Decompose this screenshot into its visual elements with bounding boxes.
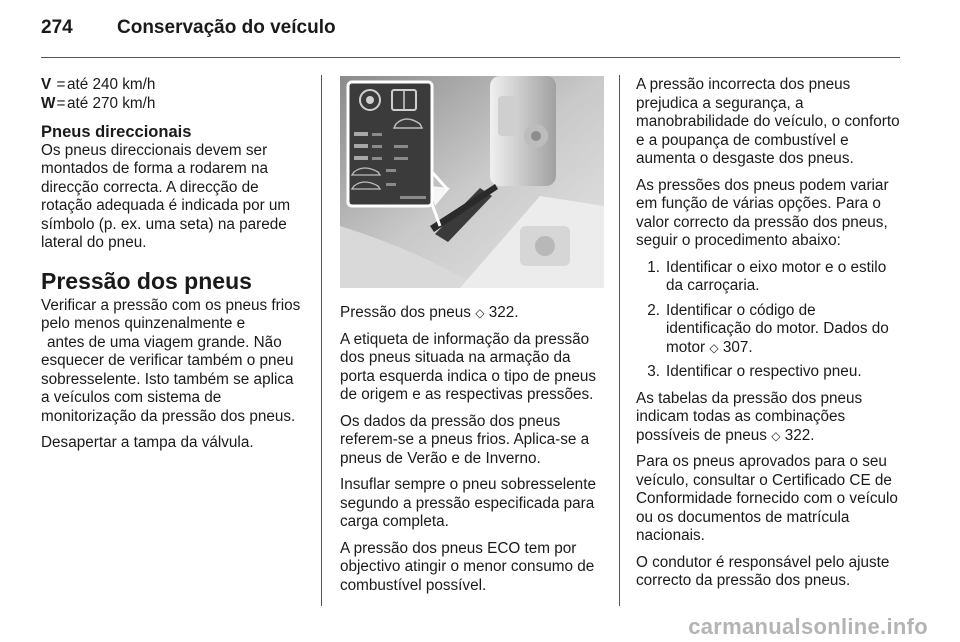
page-number: 274 <box>41 17 73 38</box>
procedure-steps <box>636 259 902 382</box>
page-reference-icon: ◇ <box>771 428 781 443</box>
tyre-label-photo <box>340 76 604 288</box>
chapter-title: Conservação do veículo <box>117 17 336 38</box>
pressure-tables-page-ref[interactable]: 322. <box>784 426 815 444</box>
step-number: 3. <box>647 363 660 380</box>
column-divider-2 <box>619 75 620 606</box>
pressure-reference-page[interactable]: 322. <box>488 304 519 321</box>
driver-responsibility-text: O condutor é responsável pelo ajuste correcto da pressão dos pneus. <box>636 553 890 589</box>
pressure-reference <box>340 304 604 323</box>
speed-value: até 240 km/h <box>67 76 156 93</box>
page-reference-icon: ◇ <box>475 306 485 320</box>
pressure-tables-body: As tabelas da pressão dos pneus indicam todas as combinações possíveis de pneus <box>636 389 863 444</box>
step-text-with-ref <box>666 302 902 358</box>
column-1 <box>41 76 306 461</box>
column-3 <box>636 76 902 599</box>
step-text: Identificar o código de identificação do motor. Dados do motor <box>666 301 889 356</box>
step-text: Identificar o respectivo pneu. <box>666 363 862 380</box>
step-number: 2. <box>647 301 660 319</box>
speed-rating-row <box>41 76 306 95</box>
column-2 <box>340 76 604 603</box>
page-header <box>41 17 336 49</box>
valve-cap-text: Desapertar a tampa da válvula. <box>41 434 254 451</box>
directional-tyres-text: Os pneus direccionais devem ser montados de forma a rodarem na direcção correcta. A direcção de rotação adequada é indicada por um símbolo (p. ex. uma seta) na parede lateral do pneu. <box>41 141 291 251</box>
pressure-variation-text: As pressões dos pneus podem variar em função de várias opções. Para o valor correcto da pressão dos pneus, seguir o procedimento abaixo: <box>636 176 889 249</box>
speed-letter: V <box>41 76 52 93</box>
list-item <box>636 302 902 358</box>
header-rule <box>41 57 900 58</box>
eco-pressure-text: A pressão dos pneus ECO tem por objectivo atingir o menor consumo de combustível possível. <box>340 539 595 594</box>
tyre-pressure-text-b: antes de uma viagem grande. Não esquecer de verificar também o pneu sobresselente. Isto também se aplica a veículos com sistema de monitorização da pressão dos pneus. <box>41 333 296 425</box>
label-location-text: A etiqueta de informação da pressão dos pneus situada na armação da porta esquerda indica o tipo de pneus de origem e as respectivas pressões. <box>340 330 596 403</box>
list-item <box>636 259 902 296</box>
list-item <box>636 363 902 382</box>
column-divider-1 <box>321 75 322 606</box>
step-number: 1. <box>647 258 660 276</box>
tyre-pressure-text-a: Verificar a pressão com os pneus frios pelo menos quinzenalmente e <box>41 296 301 332</box>
pressure-tables-text <box>636 390 902 446</box>
directional-tyres-heading: Pneus direccionais <box>41 123 192 141</box>
approved-tyres-text: Para os pneus aprovados para o seu veículo, consultar o Certificado CE de Conformidade fornecido com o veículo ou os documentos de matrícula nacionais. <box>636 453 898 544</box>
page-reference-icon: ◇ <box>709 340 719 355</box>
speed-equals: = <box>56 94 66 112</box>
speed-rating-row <box>41 95 306 114</box>
speed-letter: W <box>41 94 56 112</box>
watermark: carmanualsonline.info <box>688 614 928 639</box>
tyre-pressure-heading: Pressão dos pneus <box>41 267 252 294</box>
step-text: Identificar o eixo motor e o estilo da carroçaria. <box>666 258 887 294</box>
pressure-reference-label: Pressão dos pneus <box>340 304 471 321</box>
spare-tyre-text: Insuflar sempre o pneu sobresselente segundo a pressão especificada para carga completa. <box>340 476 596 530</box>
engine-data-page-ref[interactable]: 307. <box>722 338 753 356</box>
tyre-pressure-paragraph <box>41 297 306 427</box>
cold-tyres-text: Os dados da pressão dos pneus referem-se a pneus frios. Aplica-se a pneus de Verão e de Inverno. <box>340 412 590 467</box>
speed-equals: = <box>56 76 66 93</box>
incorrect-pressure-text: A pressão incorrecta dos pneus prejudica a segurança, a manobrabilidade do veículo, o conforto e a poupança de combustível e aumenta o desgaste dos pneus. <box>636 76 900 167</box>
speed-value: até 270 km/h <box>67 94 156 112</box>
